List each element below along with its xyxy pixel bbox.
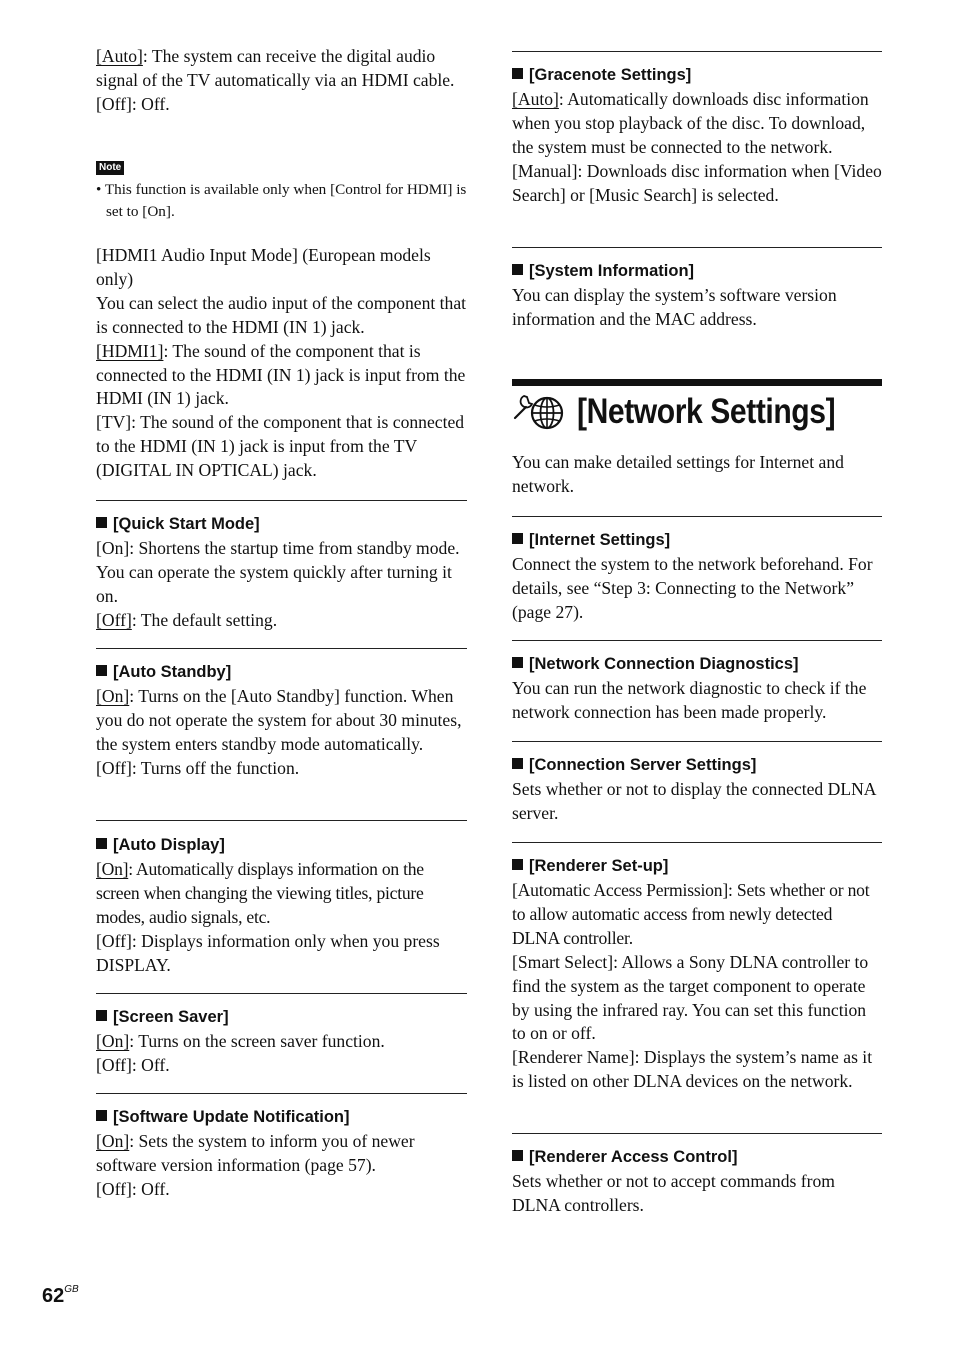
option-auto: [Auto] bbox=[512, 89, 559, 109]
hdmi1-mode-desc: You can select the audio input of the component that is connected to the HDMI (IN 1) jack. bbox=[96, 292, 467, 337]
option-auto: [Auto] bbox=[96, 46, 143, 66]
divider bbox=[96, 648, 467, 649]
square-bullet-icon bbox=[512, 1150, 523, 1161]
chapter-rule bbox=[512, 379, 882, 386]
renderer-name: [Renderer Name]: Displays the system’s name as it is listed on other DLNA devices on the network. bbox=[512, 1047, 873, 1092]
option-hdmi1-text: : The sound of the component that is connected to the HDMI (IN 1) jack is input from the HDMI (IN 1) jack. bbox=[96, 340, 466, 409]
section-heading: [Software Update Notification] bbox=[113, 1108, 350, 1126]
section-heading: [Gracenote Settings] bbox=[529, 66, 692, 84]
option-auto-text: : Automatically downloads disc information when you stop playback of the disc. To download, the system must be connected to the network. bbox=[512, 89, 869, 157]
section-heading: [System Information] bbox=[529, 262, 695, 280]
square-bullet-icon bbox=[96, 1110, 107, 1121]
option-on: [On] bbox=[96, 686, 130, 706]
option-off: [Off] bbox=[96, 609, 132, 630]
square-bullet-icon bbox=[512, 859, 523, 870]
section-heading: [Internet Settings] bbox=[529, 531, 671, 549]
note-block bbox=[96, 157, 467, 222]
option-tv: [TV]: The sound of the component that is connected to the HDMI (IN 1) jack is input from the TV (DIGITAL IN OPTICAL) jack. bbox=[96, 412, 465, 481]
section-text: Connect the system to the network beforehand. For details, see “Step 3: Connecting to the Network” (page 27). bbox=[512, 554, 873, 622]
square-bullet-icon bbox=[512, 264, 523, 275]
section-system-information bbox=[512, 260, 882, 332]
option-manual: [Manual]: Downloads disc information when [Video Search] or [Music Search] is selected. bbox=[512, 160, 882, 205]
section-screen-saver bbox=[96, 1006, 467, 1078]
section-software-update-notification bbox=[96, 1106, 467, 1202]
square-bullet-icon bbox=[96, 665, 107, 676]
option-on-text: : Sets the system to inform you of newer software version information (page 57). bbox=[96, 1131, 415, 1175]
section-gracenote-settings bbox=[512, 64, 882, 208]
divider bbox=[96, 820, 467, 821]
hdmi1-mode-title: [HDMI1 Audio Input Mode] (European models only) bbox=[96, 245, 431, 289]
option-off: [Off]: Off. bbox=[96, 1054, 170, 1075]
network-settings-header bbox=[512, 390, 882, 434]
section-network-connection-diagnostics bbox=[512, 653, 882, 725]
divider bbox=[512, 741, 882, 742]
page-number-value: 62 bbox=[42, 1285, 65, 1307]
note-text: • This function is available only when [Control for HDMI] is set to [On]. bbox=[96, 181, 467, 220]
divider bbox=[96, 1093, 467, 1094]
divider bbox=[512, 640, 882, 641]
option-on: [On] bbox=[96, 1131, 130, 1151]
page-region-suffix: GB bbox=[64, 1284, 79, 1295]
hdmi-audio-intro bbox=[96, 45, 467, 117]
section-text: You can display the system’s software version information and the MAC address. bbox=[512, 285, 837, 329]
section-auto-standby bbox=[96, 661, 467, 781]
square-bullet-icon bbox=[96, 838, 107, 849]
section-connection-server-settings bbox=[512, 754, 882, 826]
divider bbox=[512, 1133, 882, 1134]
divider bbox=[512, 842, 882, 843]
divider bbox=[96, 993, 467, 994]
section-heading: [Renderer Access Control] bbox=[529, 1148, 738, 1166]
automatic-access-permission: [Automatic Access Permission]: Sets whether or not to allow automatic access from newly detected DLNA controller. bbox=[512, 880, 870, 948]
divider bbox=[512, 51, 882, 52]
chapter-title: [Network Settings] bbox=[577, 392, 836, 431]
section-renderer-setup bbox=[512, 855, 882, 1094]
square-bullet-icon bbox=[96, 1010, 107, 1021]
option-on: [On] bbox=[96, 1031, 130, 1051]
section-text: Sets whether or not to accept commands from DLNA controllers. bbox=[512, 1171, 835, 1215]
network-intro bbox=[512, 451, 882, 499]
section-heading: [Auto Display] bbox=[113, 836, 225, 854]
section-internet-settings bbox=[512, 529, 882, 625]
square-bullet-icon bbox=[512, 758, 523, 769]
option-off: [Off]: Displays information only when you press DISPLAY. bbox=[96, 930, 440, 975]
section-renderer-access-control bbox=[512, 1146, 882, 1218]
divider bbox=[512, 247, 882, 248]
section-text: Sets whether or not to display the connected DLNA server. bbox=[512, 779, 876, 823]
option-hdmi1: [HDMI1] bbox=[96, 340, 164, 361]
page-number bbox=[42, 1284, 79, 1308]
option-on: [On]: Shortens the startup time from standby mode. You can operate the system quickly after turning it on. bbox=[96, 538, 460, 606]
option-on-text: : Turns on the [Auto Standby] function. When you do not operate the system for about 30 minutes, the system enters standby mode automatically. bbox=[96, 686, 462, 754]
option-on: [On] bbox=[96, 859, 129, 879]
section-heading: [Auto Standby] bbox=[113, 663, 232, 681]
option-off: [Off]: Turns off the function. bbox=[96, 757, 300, 778]
square-bullet-icon bbox=[512, 533, 523, 544]
option-off: [Off]: Off. bbox=[96, 93, 170, 114]
option-on-text: : Automatically displays information on the screen when changing the viewing titles, picture modes, audio signals, etc. bbox=[96, 859, 424, 927]
section-text: You can run the network diagnostic to check if the network connection has been made properly. bbox=[512, 678, 867, 722]
square-bullet-icon bbox=[512, 657, 523, 668]
network-globe-icon bbox=[512, 390, 568, 434]
note-badge: Note bbox=[96, 161, 124, 175]
option-auto-text: : The system can receive the digital audio signal of the TV automatically via an HDMI cable. bbox=[96, 46, 455, 90]
option-off-text: : The default setting. bbox=[131, 609, 278, 630]
option-on-text: : Turns on the screen saver function. bbox=[129, 1031, 385, 1051]
section-heading: [Renderer Set-up] bbox=[529, 857, 669, 875]
section-heading: [Screen Saver] bbox=[113, 1008, 229, 1026]
square-bullet-icon bbox=[512, 68, 523, 79]
section-heading: [Network Connection Diagnostics] bbox=[529, 655, 799, 673]
divider bbox=[512, 516, 882, 517]
divider bbox=[96, 500, 467, 501]
option-off: [Off]: Off. bbox=[96, 1178, 170, 1199]
section-quick-start-mode bbox=[96, 513, 467, 633]
network-intro-text: You can make detailed settings for Internet and network. bbox=[512, 452, 844, 496]
square-bullet-icon bbox=[96, 517, 107, 528]
section-heading: [Quick Start Mode] bbox=[113, 515, 260, 533]
section-auto-display bbox=[96, 834, 467, 978]
section-heading: [Connection Server Settings] bbox=[529, 756, 757, 774]
hdmi1-audio-input-mode bbox=[96, 244, 467, 483]
smart-select: [Smart Select]: Allows a Sony DLNA controller to find the system as the target component to operate by using the infrared ray. You can set this function to on or off. bbox=[512, 951, 869, 1044]
